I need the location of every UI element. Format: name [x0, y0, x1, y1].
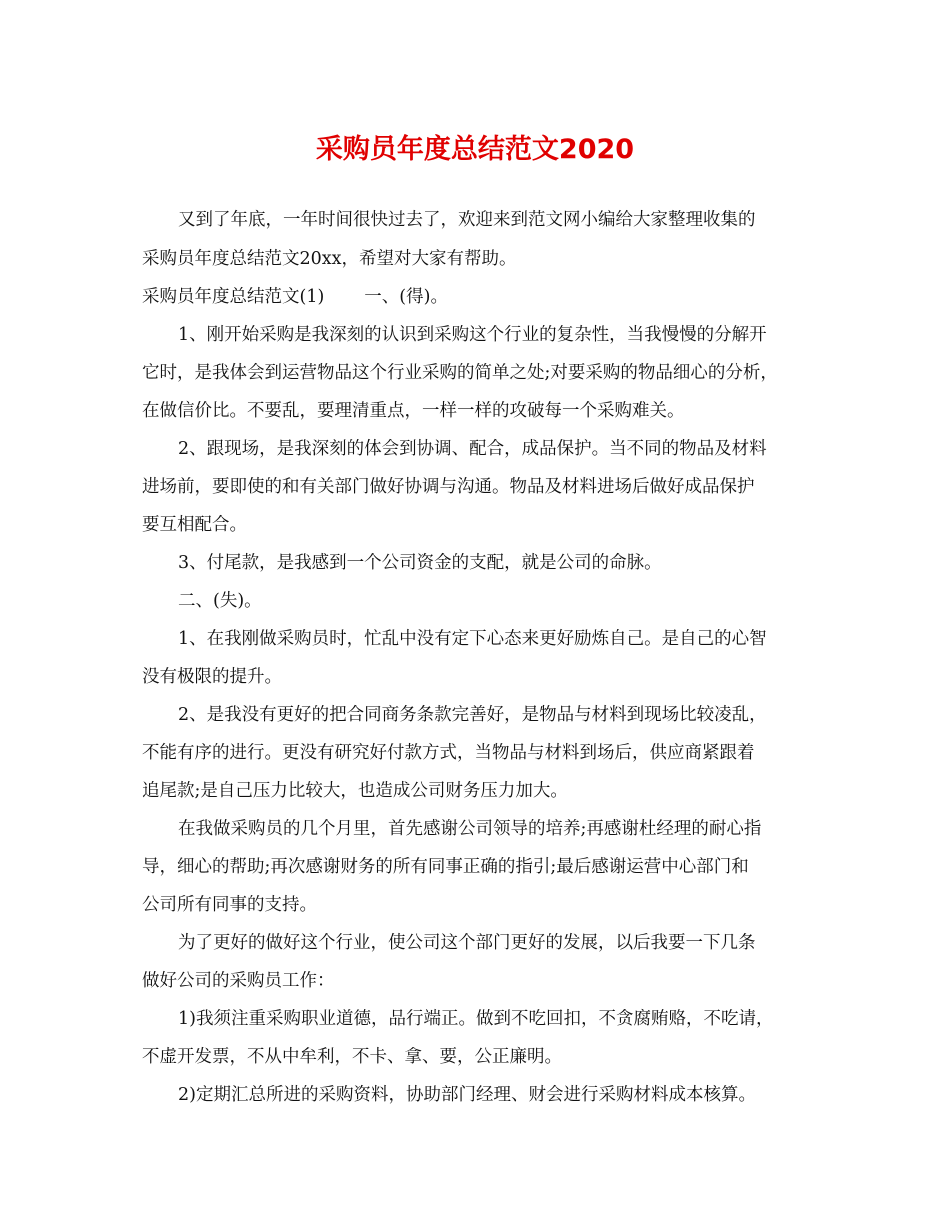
paragraph-line: 2、是我没有更好的把合同商务条款完善好，是物品与材料到现场比较凌乱， [178, 705, 767, 725]
paragraph-line: 追尾款;是自己压力比较大，也造成公司财务压力加大。 [142, 781, 568, 801]
paragraph-line: 又到了年底，一年时间很快过去了，欢迎来到范文网小编给大家整理收集的 [178, 210, 756, 230]
section-heading-line [142, 285, 448, 309]
paragraph-line: 3、付尾款，是我感到一个公司资金的支配，就是公司的命脉。 [178, 553, 662, 573]
paragraph-line: 采购员年度总结范文20xx，希望对大家有帮助。 [142, 249, 517, 269]
paragraph-line: 没有极限的提升。 [142, 667, 282, 687]
paragraph-line: 1、刚开始采购是我深刻的认识到采购这个行业的复杂性，当我慢慢的分解开 [178, 325, 767, 345]
paragraph-line: 为了更好的做好这个行业，使公司这个部门更好的发展，以后我要一下几条 [178, 933, 756, 953]
section-subheading: 二、(失)。 [178, 591, 262, 611]
paragraph-line: 2)定期汇总所进的采购资料，协助部门经理、财会进行采购材料成本核算。 [178, 1085, 756, 1105]
section-subheading: 一、(得)。 [364, 287, 448, 307]
paragraph-line: 公司所有同事的支持。 [142, 895, 317, 915]
paragraph-line: 进场前，要即使的和有关部门做好协调与沟通。物品及材料进场后做好成品保护 [142, 477, 755, 497]
paragraph-line: 在做信价比。不要乱，要理清重点，一样一样的攻破每一个采购难关。 [142, 401, 685, 421]
paragraph-line: 要互相配合。 [142, 515, 247, 535]
paragraph-line: 做好公司的采购员工作： [142, 971, 335, 991]
paragraph-line: 导，细心的帮助;再次感谢财务的所有同事正确的指引;最后感谢运营中心部门和 [142, 857, 749, 877]
paragraph-line: 在我做采购员的几个月里，首先感谢公司领导的培养;再感谢杜经理的耐心指 [178, 819, 762, 839]
paragraph-line: 1、在我刚做采购员时，忙乱中没有定下心态来更好励炼自己。是自己的心智 [178, 629, 767, 649]
paragraph-line: 不虚开发票，不从中牟利，不卡、拿、要，公正廉明。 [142, 1047, 562, 1067]
paragraph-line: 2、跟现场，是我深刻的体会到协调、配合，成品保护。当不同的物品及材料 [178, 439, 767, 459]
paragraph-line: 1)我须注重采购职业道德，品行端正。做到不吃回扣，不贪腐贿赂，不吃请， [178, 1009, 774, 1029]
paragraph-line: 不能有序的进行。更没有研究好付款方式，当物品与材料到场后，供应商紧跟着 [142, 743, 755, 763]
document-title: 采购员年度总结范文2020 [315, 134, 635, 165]
paragraph-line: 它时，是我体会到运营物品这个行业采购的简单之处;对要采购的物品细心的分析， [142, 363, 778, 383]
section-label: 采购员年度总结范文(1) [142, 287, 325, 307]
